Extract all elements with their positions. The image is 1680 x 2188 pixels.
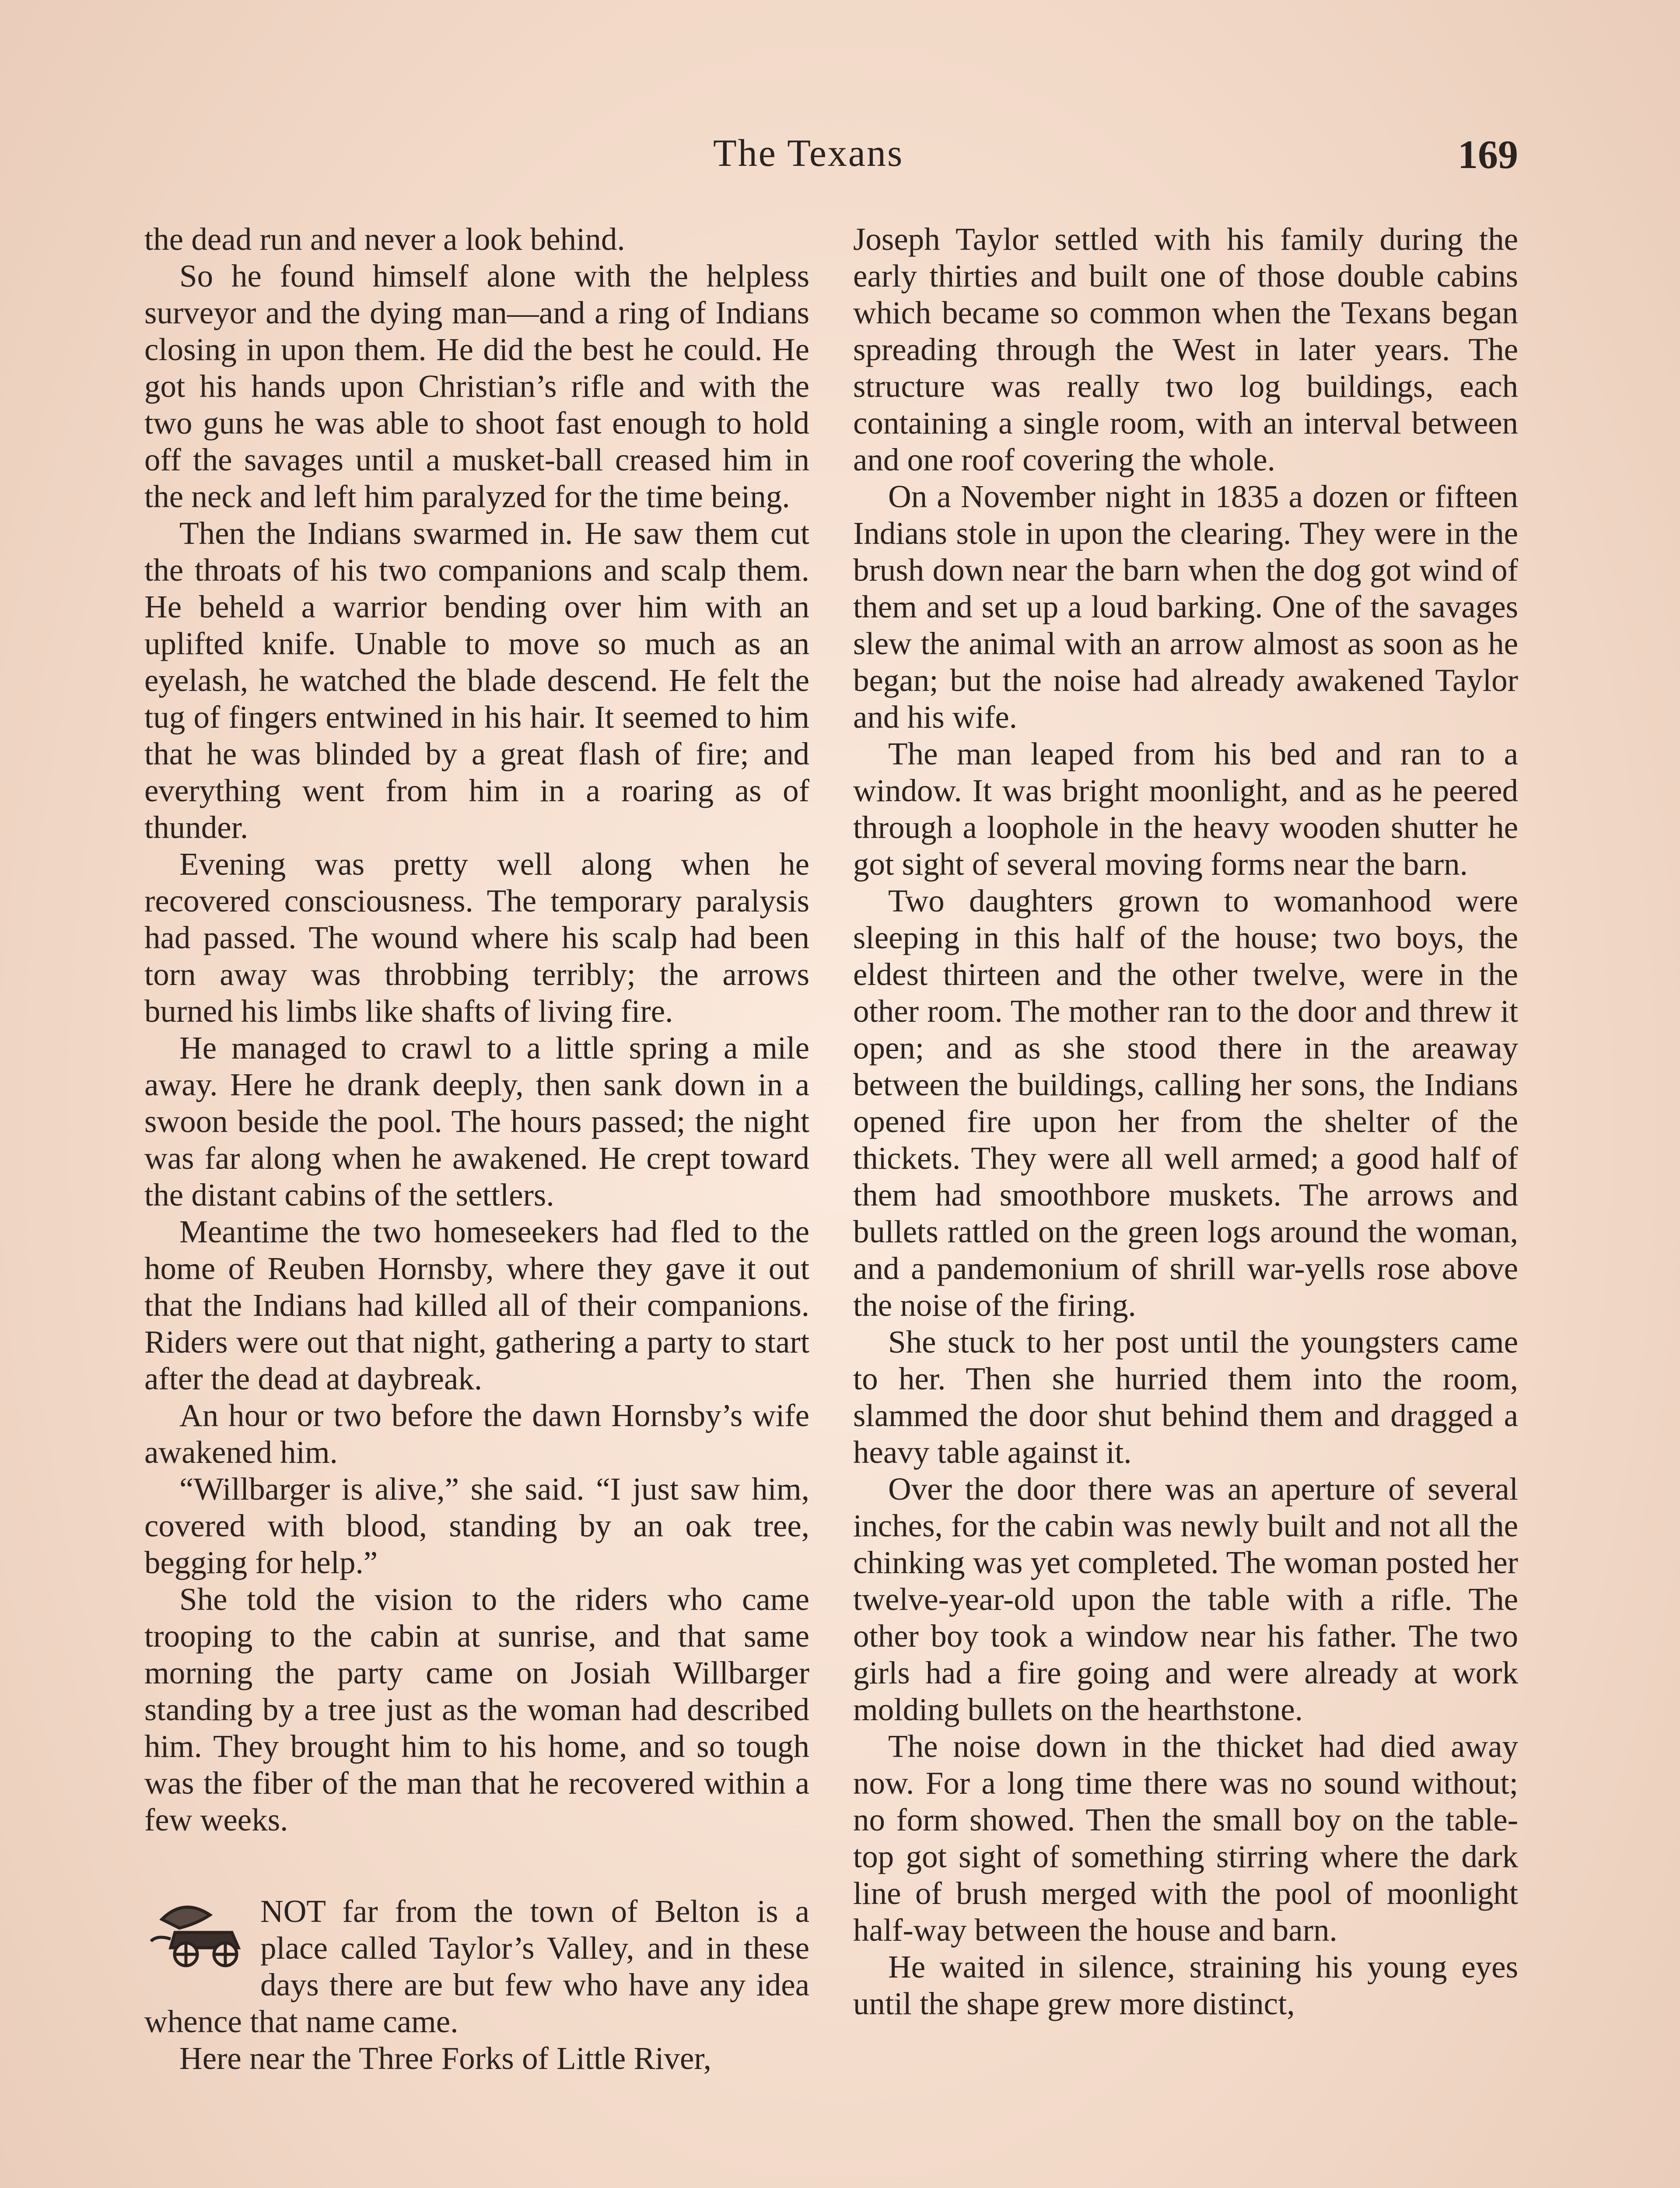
paragraph: The noise down in the thicket had died away now. For a long time there was no sound without; no form showed. Then the small boy on the table-top got sight of something stirring where the dark line of brush merged with the pool of moonlight half-way between the house and barn.	[853, 1729, 1518, 1948]
section-break-block	[144, 1893, 809, 2040]
paragraph: Two daughters grown to womanhood were sleeping in this half of the house; two boys, the eldest thirteen and the other twelve, were in the other room. The mother ran to the door and threw it open; and as she stood there in the areaway between the buildings, calling her sons, the Indians opened fire upon her from the shelter of the thickets. They were all well armed; a good half of them had smoothbore muskets. The arrows and bullets rattled on the green logs around the woman, and a pandemonium of shrill war-yells rose above the noise of the firing.	[853, 883, 1518, 1323]
running-title: The Texans	[713, 132, 904, 175]
paragraph: the dead run and never a look behind.	[144, 221, 625, 257]
paragraph: She stuck to her post until the youngsters came to her. Then she hurried them into the room, slammed the door shut behind them and dragged a heavy table against it.	[853, 1324, 1518, 1470]
paragraph: He managed to crawl to a little spring a mile away. Here he drank deeply, then sank down in a swoon beside the pool. The hours passed; the night was far along when he awakened. He crept toward the distant cabins of the settlers.	[144, 1030, 809, 1213]
paragraph: On a November night in 1835 a dozen or fifteen Indians stole in upon the clearing. They were in the brush down near the barn when the dog got wind of them and set up a loud barking. One of the savages slew the animal with an arrow almost as soon as he began; but the noise had already awakened Taylor and his wife.	[853, 479, 1518, 735]
right-column	[853, 221, 1518, 2022]
paragraph: An hour or two before the dawn Hornsby’s wife awakened him.	[144, 1398, 809, 1470]
paragraph: Here near the Three Forks of Little River,	[179, 2041, 712, 2076]
paragraph: Then the Indians swarmed in. He saw them cut the throats of his two companions and scalp them. He beheld a warrior bending over him with an uplifted knife. Unable to move so much as an eyelash, he watched the blade descend. He felt the tug of fingers entwined in his hair. It seemed to him that he was blinded by a great flash of fire; and everything went from him in a roaring as of thunder.	[144, 515, 809, 845]
paragraph: NOT far from the town of Belton is a place called Taylor’s Valley, and in these days there are but few who have any idea whence that name came.	[144, 1893, 809, 2039]
paragraph: Evening was pretty well along when he recovered consciousness. The temporary paralysis had passed. The wound where his scalp had been torn away was throbbing terribly; the arrows burned his limbs like shafts of living fire.	[144, 846, 809, 1029]
paragraph: “Willbarger is alive,” she said. “I just saw him, covered with blood, standing by an oak tree, begging for help.”	[144, 1471, 809, 1580]
paragraph: Meantime the two homeseekers had fled to the home of Reuben Hornsby, where they gave it out that the Indians had killed all of their companions. Riders were out that night, gathering a party to start after the dead at daybreak.	[144, 1214, 809, 1396]
paragraph: The man leaped from his bed and ran to a window. It was bright moonlight, and as he peered through a loophole in the heavy wooden shutter he got sight of several moving forms near the barn.	[853, 736, 1518, 882]
left-column	[144, 221, 809, 2077]
page-header	[144, 131, 1518, 184]
page-number: 169	[1458, 132, 1518, 177]
paragraph: She told the vision to the riders who came trooping to the cabin at sunrise, and that same morning the party came on Josiah Willbarger standing by a tree just as the woman had described him. They brought him to his home, and so tough was the fiber of the man that he recovered within a few weeks.	[144, 1581, 809, 1837]
paragraph: Over the door there was an aperture of several inches, for the cabin was newly built and not all the chinking was yet completed. The woman posted her twelve-year-old upon the table with a rifle. The other boy took a window near his father. The two girls had a fire going and were already at work molding bullets on the hearthstone.	[853, 1471, 1518, 1727]
wagon-ornament-icon	[144, 1893, 249, 1972]
paragraph: So he found himself alone with the helpless surveyor and the dying man—and a ring of Indians closing in upon them. He did the best he could. He got his hands upon Christian’s rifle and with the two guns he was able to shoot fast enough to hold off the savages until a musket-ball creased him in the neck and left him paralyzed for the time being.	[144, 258, 809, 514]
paragraph: Joseph Taylor settled with his family during the early thirties and built one of those double cabins which became so common when the Texans began spreading through the West in later years. The structure was really two log buildings, each containing a single room, with an interval between and one roof covering the whole.	[853, 221, 1518, 477]
paragraph: He waited in silence, straining his young eyes until the shape grew more distinct,	[853, 1949, 1518, 2021]
